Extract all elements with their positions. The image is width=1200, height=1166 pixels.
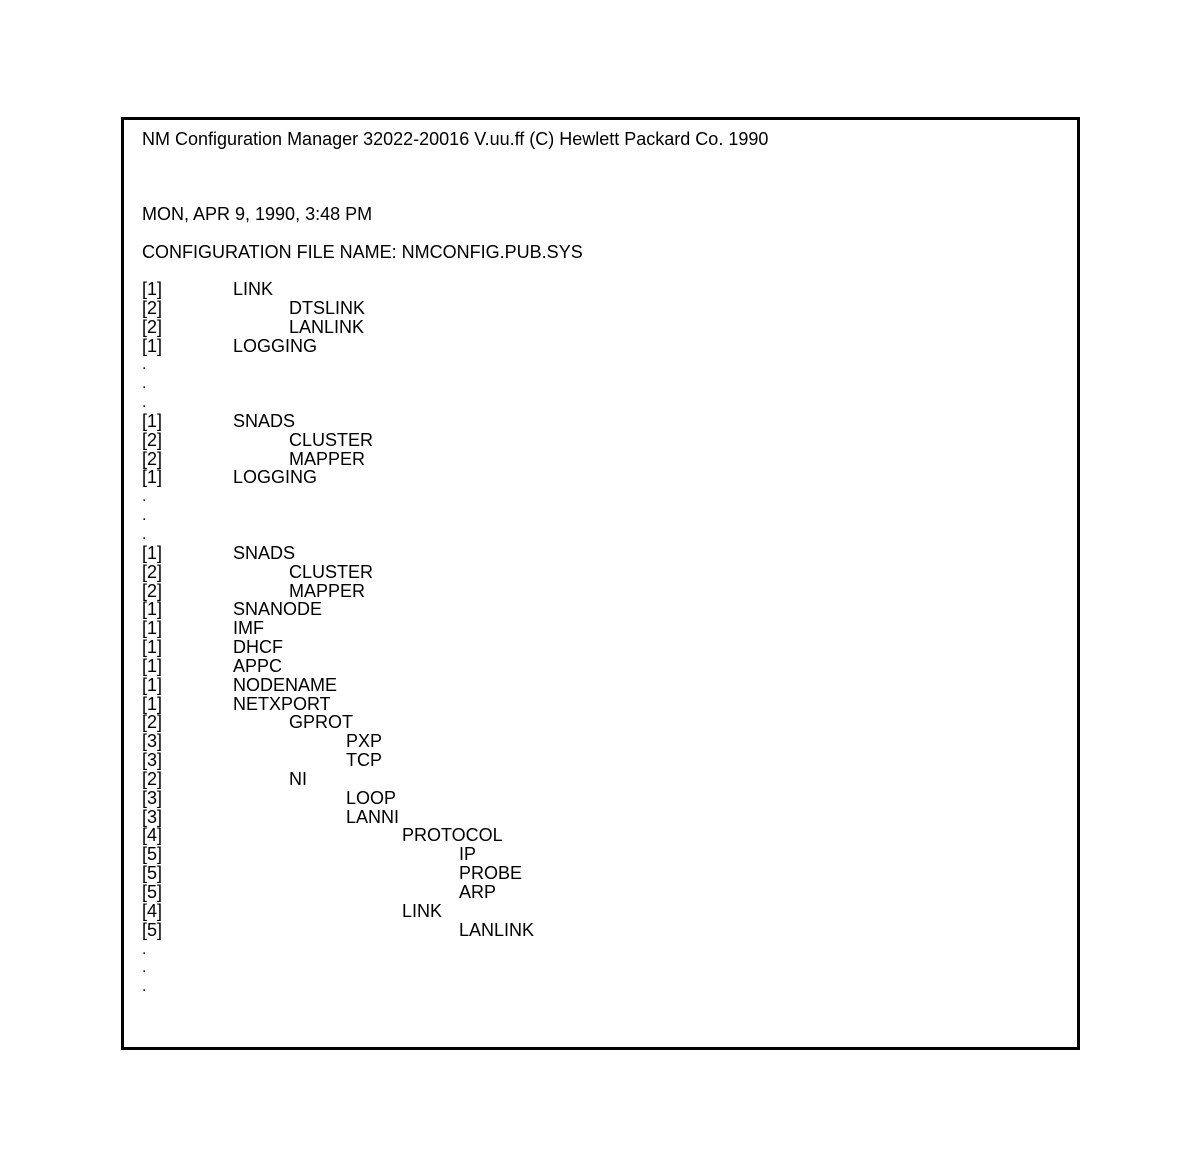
level-indicator: [1] [142,693,163,714]
tree-node-name: CLUSTER [289,561,374,582]
level-indicator: [2] [142,297,163,318]
ellipsis-dot: . [142,525,147,543]
tree-node-name: NETXPORT [233,693,331,714]
level-indicator: [2] [142,448,163,469]
ellipsis-dot: . [142,375,147,393]
level-indicator: [3] [142,787,163,808]
tree-node-name: SNADS [233,542,296,563]
tree-node-name: GPROT [289,712,354,733]
level-indicator: [5] [142,919,163,940]
tree-node-name: NODENAME [233,674,338,695]
level-indicator: [4] [142,825,163,846]
level-indicator: [1] [142,637,163,658]
ellipsis-dot: . [142,507,147,525]
tree-node-name: MAPPER [289,580,366,601]
tree-node-name: SNANODE [233,599,323,620]
level-indicator: [3] [142,806,163,827]
ellipsis-dot: . [142,488,147,506]
tree-node-name: LANLINK [289,316,365,337]
level-indicator: [1] [142,655,163,676]
level-indicator: [2] [142,768,163,789]
tree-node-name: ARP [459,882,497,902]
tree-node-name: IP [459,844,477,865]
page-title: NM Configuration Manager 32022-20016 V.uu.ff (C) Hewlett Packard Co. 1990 [142,129,769,149]
level-indicator: [4] [142,900,163,921]
tree-node-name: LOOP [346,787,397,808]
level-indicator: [1] [142,279,163,299]
level-indicator: [5] [142,863,163,884]
ellipsis-dot: . [142,978,147,996]
tree-node-name: PXP [346,731,383,752]
level-indicator: [5] [142,844,163,865]
tree-node-name: LINK [402,900,443,921]
tree-node-name: DTSLINK [289,297,366,318]
tree-node-name: LINK [233,279,274,299]
ellipsis-dot: . [142,959,147,977]
level-indicator: [1] [142,335,163,356]
tree-node-name: LANNI [346,806,400,827]
timestamp: MON, APR 9, 1990, 3:48 PM [142,204,373,224]
level-indicator: [1] [142,467,163,488]
tree-node-name: PROBE [459,863,523,884]
level-indicator: [1] [142,674,163,695]
level-indicator: [3] [142,731,163,752]
level-indicator: [3] [142,750,163,771]
tree-node-name: MAPPER [289,448,366,469]
tree-node-name: LOGGING [233,335,318,356]
level-indicator: [1] [142,599,163,620]
tree-node-name: DHCF [233,637,283,658]
level-indicator: [1] [142,618,163,639]
level-indicator: [2] [142,712,163,733]
level-indicator: [1] [142,542,163,563]
tree-node-name: IMF [233,618,264,639]
level-indicator: [5] [142,882,163,902]
level-indicator: [1] [142,410,163,431]
level-indicator: [2] [142,580,163,601]
ellipsis-dot: . [142,394,147,412]
level-indicator: [2] [142,561,163,582]
tree-node-name: LOGGING [233,467,318,488]
ellipsis-dot: . [142,356,147,374]
tree-node-name: SNADS [233,410,296,431]
tree-node-name: PROTOCOL [402,825,503,846]
config-file-name: CONFIGURATION FILE NAME: NMCONFIG.PUB.SYS [142,242,583,262]
tree-node-name: CLUSTER [289,429,374,450]
tree-node-name: TCP [346,750,382,771]
level-indicator: [2] [142,316,163,337]
tree-node-name: LANLINK [459,919,535,940]
tree-node-name: NI [289,768,307,789]
tree-node-name: APPC [233,655,283,676]
ellipsis-dot: . [142,940,147,958]
level-indicator: [2] [142,429,163,450]
